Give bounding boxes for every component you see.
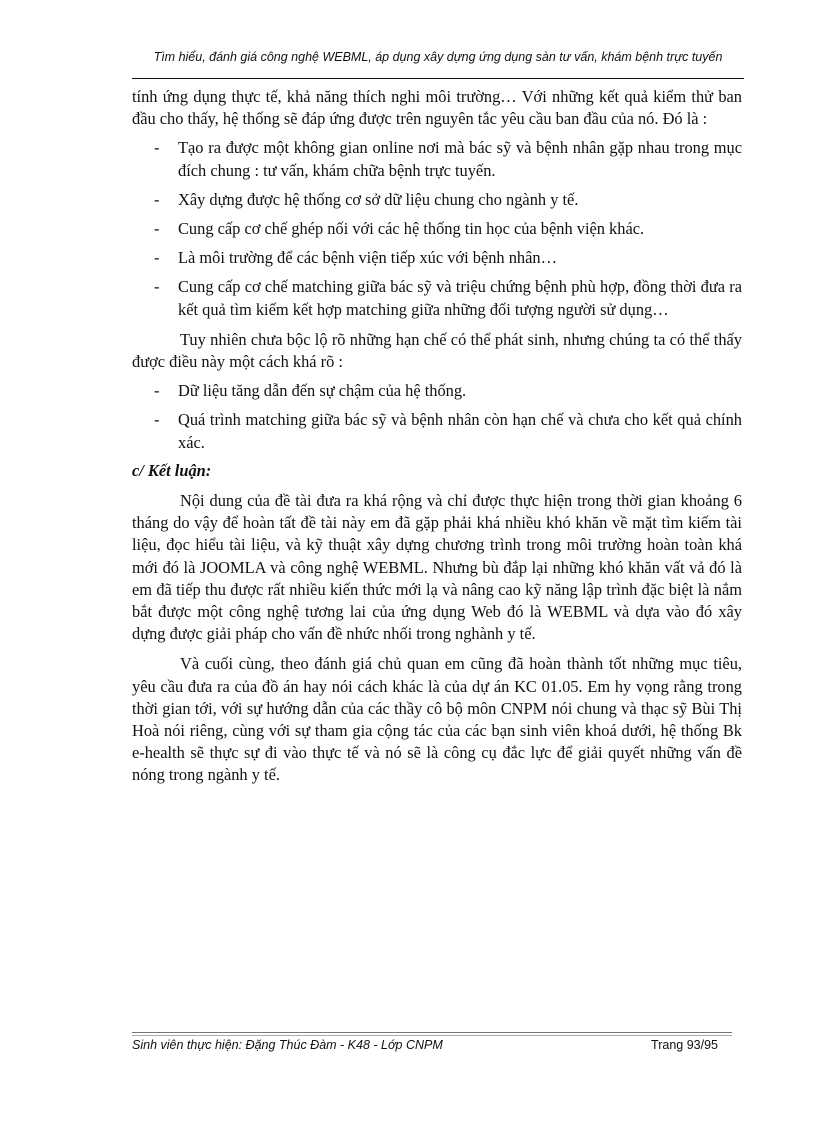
page-number: Trang 93/95 bbox=[651, 1038, 718, 1052]
bullet-dash: - bbox=[154, 277, 160, 297]
bullet-dash: - bbox=[154, 138, 160, 158]
list-item-text: Cung cấp cơ chế matching giữa bác sỹ và triệu chứng bệnh phù hợp, đồng thời đưa ra kết quả tìm kiếm kết hợp matching giữa những đối tượng người sử dụng… bbox=[178, 277, 742, 319]
footer-divider-secondary bbox=[132, 1035, 732, 1036]
list-item-text: Xây dựng được hệ thống cơ sở dữ liệu chung cho ngành y tế. bbox=[178, 189, 579, 209]
limitations-intro: Tuy nhiên chưa bộc lộ rõ những hạn chế có thể phát sinh, nhưng chúng ta có thể thấy được điều này một cách khá rõ : bbox=[132, 329, 742, 372]
page-header: Tìm hiểu, đánh giá công nghệ WEBML, áp dụng xây dựng ứng dụng sàn tư vấn, khám bệnh trực tuyến bbox=[153, 50, 723, 64]
bullet-dash: - bbox=[154, 189, 160, 209]
conclusion-paragraph-1: Nội dung của đề tài đưa ra khá rộng và chỉ được thực hiện trong thời gian khoảng 6 tháng do vậy để hoàn tất đề tài này em đã gặp phải khá nhiều khó khăn về mặt tìm kiếm tài liệu, đọc hiểu tài liệu, và kỹ thuật xây dựng chương trình trong môi trường hoàn toàn khá mới đó là JOOMLA và công nghệ WEBML. Nhưng bù đắp lại những khó khăn vất vả đó là em đã tiếp thu được rất nhiều kiến thức mới lạ và nâng cao kỹ năng lập trình đặc biệt là nắm bắt được một công nghệ tương lai của ứng dụng Web đó là WEBML và dựa vào đó xây dựng được giải pháp cho vấn đề nhức nhối trong nghành y tế. bbox=[132, 491, 742, 644]
list-item bbox=[132, 137, 742, 181]
bullet-dash: - bbox=[154, 410, 160, 430]
list-item-text: Cung cấp cơ chế ghép nối với các hệ thống tin học của bệnh viện khác. bbox=[178, 219, 645, 239]
bullet-dash: - bbox=[154, 248, 160, 268]
footer-divider bbox=[132, 1032, 732, 1033]
limitations-list bbox=[132, 380, 742, 454]
list-item bbox=[132, 189, 742, 211]
list-item-text: Dữ liệu tăng dẫn đến sự chậm của hệ thống. bbox=[178, 381, 467, 401]
document-body bbox=[132, 86, 742, 787]
list-item-text: Là môi trường để các bệnh viện tiếp xúc với bệnh nhân… bbox=[178, 248, 557, 268]
achievements-list bbox=[132, 137, 742, 320]
list-item bbox=[132, 380, 742, 402]
intro-paragraph: tính ứng dụng thực tế, khả năng thích nghi môi trường… Với những kết quả kiểm thử ban đầu cho thấy, hệ thống sẽ đáp ứng được trên nguyên tắc yêu cầu ban đầu của nó. Đó là : bbox=[132, 87, 742, 129]
bullet-dash: - bbox=[154, 381, 160, 401]
footer-author: Sinh viên thực hiện: Đặng Thúc Đàm - K48 - Lớp CNPM bbox=[132, 1038, 443, 1052]
list-item-text: Tạo ra được một không gian online nơi mà bác sỹ và bệnh nhân gặp nhau trong mục đích chung : tư vấn, khám chữa bệnh trực tuyến. bbox=[178, 138, 742, 180]
list-item bbox=[132, 218, 742, 240]
list-item bbox=[132, 276, 742, 320]
conclusion-paragraph-2: Và cuối cùng, theo đánh giá chủ quan em cũng đã hoàn thành tốt những mục tiêu, yêu cầu đưa ra của đồ án hay nói cách khác là của dự án KC 01.05. Em hy vọng rằng trong thời gian tới, với sự hướng dẫn của các thầy cô bộ môn CNPM nói chung và thạc sỹ Bùi Thị Hoà nói riêng, cùng với sự tham gia cộng tác của các bạn sinh viên khoá dưới, hệ thống Bk e-health sẽ thực sự đi vào thực tế và nó sẽ là công cụ đắc lực để giải quyết những vấn đề nóng trong ngành y tế. bbox=[132, 654, 742, 785]
header-divider bbox=[132, 78, 744, 79]
list-item bbox=[132, 409, 742, 453]
list-item bbox=[132, 247, 742, 269]
list-item-text: Quá trình matching giữa bác sỹ và bệnh nhân còn hạn chế và chưa cho kết quả chính xác. bbox=[178, 410, 742, 452]
bullet-dash: - bbox=[154, 219, 160, 239]
conclusion-heading: c/ Kết luận: bbox=[132, 460, 212, 480]
